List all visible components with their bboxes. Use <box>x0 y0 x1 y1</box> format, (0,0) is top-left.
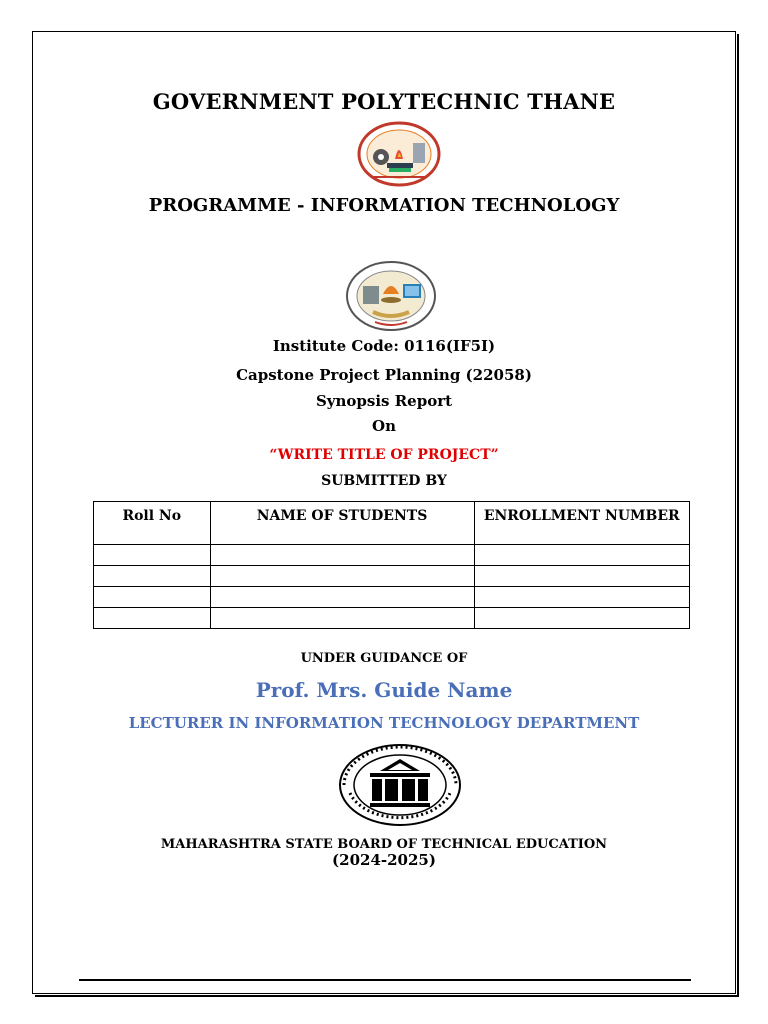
student-name-cell[interactable] <box>210 545 474 566</box>
roll-no-cell[interactable] <box>94 587 211 608</box>
table-row <box>94 587 690 608</box>
college-logo-icon <box>357 121 441 187</box>
department-logo-icon <box>345 260 437 332</box>
project-title: “WRITE TITLE OF PROJECT” <box>269 447 499 463</box>
academic-year: (2024-2025) <box>332 851 436 869</box>
guide-name: Prof. Mrs. Guide Name <box>255 678 513 702</box>
enrollment-number-cell[interactable] <box>474 608 689 629</box>
table-header-row <box>94 502 690 545</box>
footer-divider <box>79 979 691 981</box>
roll-no-cell[interactable] <box>94 608 211 629</box>
msbte-logo-icon <box>336 743 464 827</box>
enrollment-number-cell[interactable] <box>474 566 689 587</box>
roll-no-cell[interactable] <box>94 566 211 587</box>
report-type: Synopsis Report <box>315 392 453 410</box>
student-name-cell[interactable] <box>210 566 474 587</box>
enrollment-number-cell[interactable] <box>474 545 689 566</box>
table-row <box>94 545 690 566</box>
college-name: GOVERNMENT POLYTECHNIC THANE <box>152 89 616 114</box>
table-row <box>94 566 690 587</box>
student-name-header: NAME OF STUDENTS <box>210 502 474 545</box>
programme-title: PROGRAMME - INFORMATION TECHNOLOGY <box>148 195 620 216</box>
on-label: On <box>372 417 396 435</box>
guide-designation: LECTURER IN INFORMATION TECHNOLOGY DEPARTMENT <box>128 714 640 732</box>
students-table <box>93 501 690 629</box>
roll-no-header: Roll No <box>94 502 211 545</box>
enrollment-number-header: ENROLLMENT NUMBER <box>474 502 689 545</box>
roll-no-cell[interactable] <box>94 545 211 566</box>
enrollment-number-cell[interactable] <box>474 587 689 608</box>
student-name-cell[interactable] <box>210 587 474 608</box>
student-name-cell[interactable] <box>210 608 474 629</box>
subject-name: Capstone Project Planning (22058) <box>236 366 532 384</box>
submitted-by-label: SUBMITTED BY <box>321 473 447 489</box>
table-row <box>94 608 690 629</box>
guidance-label: UNDER GUIDANCE OF <box>300 651 468 666</box>
institute-code: Institute Code: 0116(IF5I) <box>272 337 496 355</box>
board-name: MAHARASHTRA STATE BOARD OF TECHNICAL EDUCATION <box>160 837 608 852</box>
